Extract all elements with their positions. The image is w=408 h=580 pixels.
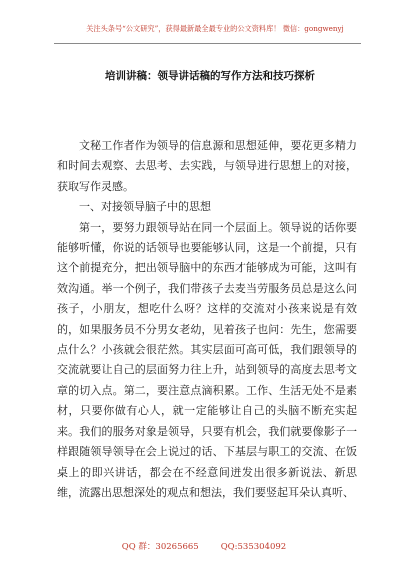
footer-qq: QQ:535304092 [220, 542, 287, 552]
header-divider [54, 43, 361, 44]
document-title: 培训讲稿：领导讲话稿的写作方法和技巧探析 [105, 70, 315, 82]
paragraph-intro: 文秘工作者作为领导的信息源和思想延伸，要花更多精力和时间去观察、去思考、去实践，与领导进行思想上的对接，获取写作灵感。 [57, 139, 357, 193]
page-header: 关注头条号“公文研究”，获得最新最全最专业的公文资料库！ 微信：gongwenyj [86, 24, 344, 33]
document-body [57, 136, 357, 503]
footer-qq-group: QQ 群：30265665 [121, 542, 199, 552]
section-heading: 一、对接领导脑子中的思想 [79, 200, 211, 214]
page-footer [0, 540, 408, 552]
paragraph-main: 第一，要努力跟领导站在同一个层面上。领导说的话你要能够听懂，你说的话领导也要能够认同，这是一个前提，只有这个前提充分，把出领导脑中的东西才能够成为可能，这叫有效沟通。举一个例子，我们带孩子去麦当劳服务员总是这么问孩子，小朋友，想吃什么呀？这样的交流对小孩来说是有效的，如果服务员不分男女老幼，见着孩子也问：先生，您需要点什么？小孩就会很茫然。其实层面可高可低，我们跟领导的交流就要让自己的层面努力往上升，站到领导的高度去思考文章的切入点。第二，要注意点滴积累。工作、生活无处不是素材，只要你做有心人，就一定能够让自己的头脑不断充实起来。我们的服务对象是领导，只要有机会，我们就要像影子一样跟随领导领导在会上说过的话、下基层与职工的交流、在饭桌上的即兴讲话，都会在不经意间迸发出很多新说法、新思维，流露出思想深处的观点和想法，我们要竖起耳朵认真听、 [57, 220, 357, 499]
